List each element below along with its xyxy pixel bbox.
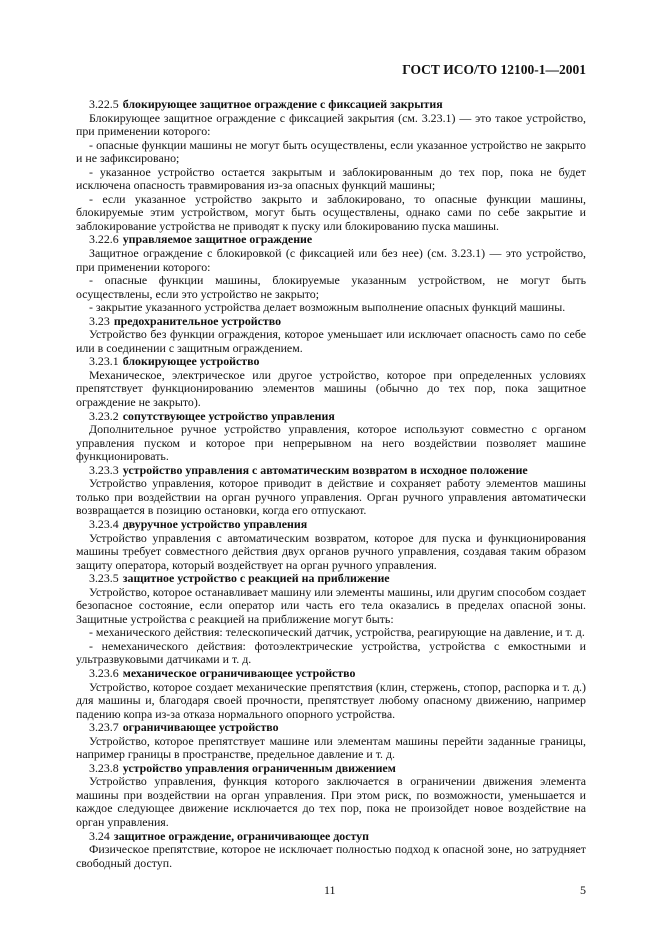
- clause-number: 3.23.4: [89, 516, 119, 531]
- body-paragraph: Устройство управления, которое приводит в действие и сохраняет работу элементов машины только при воздействии на орган ручного управления. Орган ручного управления автоматически возвращается в позицию остановки, когда его отпускают.: [76, 476, 586, 518]
- term-title: блокирующее устройство: [122, 354, 260, 369]
- body-paragraph: Защитное ограждение с блокировкой (с фиксацией или без нее) (см. 3.23.1) — это устройство, при применении которого:: [76, 246, 586, 274]
- page-footer: [76, 882, 586, 898]
- term-title: управляемое защитное ограждение: [122, 232, 313, 247]
- body-paragraph: Устройство, которое препятствует машине или элементам машины перейти заданные границы, например границы в пространстве, предельное давление и т. д.: [76, 733, 586, 762]
- page-number-right: 5: [580, 883, 586, 898]
- body-paragraph: - опасные функции машины не могут быть осуществлены, если указанное устройство не закрыто и не зафиксировано;: [76, 137, 586, 166]
- body-paragraph: - закрытие указанного устройства делает возможным выполнение опасных функций машины.: [89, 300, 566, 315]
- page-number-center: 11: [324, 883, 336, 898]
- body-paragraph: Устройство управления, функция которого заключается в ограничении движения элемента машины при воздействии на орган управления. При этом риск, по возможности, уменьшается и каждое следующее движение исключается до тех пор, пока не произойдет новое воздействие на орган управления.: [76, 774, 586, 829]
- body-paragraph: Механическое, электрическое или другое устройство, которое при определенных условиях препятствует функционированию элементов машины (обычно до тех пор, пока защитное ограждение не закрыто).: [76, 367, 586, 410]
- body-paragraph: Устройство управления с автоматическим возвратом, которое для пуска и функционирования машины требует совместного действия двух органов ручного управления, создавая таким образом защиту оператора, который воздействует на орган ручного управления.: [76, 530, 586, 572]
- clause-number: 3.22.5: [89, 97, 119, 111]
- body-paragraph: Устройство, которое создает механические препятствия (клин, стержень, стопор, распорка и т. д.) для машины и, благодаря своей прочности, препятствует любому опасному движению, например падению копра из-за отказа нормального опорного устройства.: [76, 679, 586, 721]
- clause-number: 3.23.8: [89, 760, 119, 775]
- term-title: устройство управления с автоматическим возвратом в исходное положение: [122, 462, 528, 477]
- body-paragraph: Устройство без функции ограждения, которое уменьшает или исключает опасность само по себе или в соединении с защитным ограждением.: [76, 327, 586, 355]
- term-heading: [76, 762, 586, 776]
- body-paragraph: - если указанное устройство закрыто и заблокировано, то опасные функции машины, блокируемые этим устройством, могут быть осуществлены, однако сами по себе закрытие и заблокирование устройства не приводят к пуску или блокированию пуска машины.: [76, 191, 586, 233]
- clause-number: 3.22.6: [89, 232, 119, 247]
- term-title: защитное ограждение, ограничивающее доступ: [113, 828, 369, 843]
- term-heading: [76, 464, 586, 478]
- clause-number: 3.24: [89, 828, 110, 843]
- term-heading: [76, 518, 586, 532]
- term-title: блокирующее защитное ограждение с фиксацией закрытия: [122, 97, 443, 111]
- term-heading: [76, 721, 586, 735]
- body-paragraph: - опасные функции машины, блокируемые указанным устройством, не могут быть осуществлены, если это устройство не закрыто;: [76, 273, 586, 301]
- term-heading: [76, 98, 586, 112]
- term-title: защитное устройство с реакцией на приближение: [122, 571, 390, 586]
- term-heading: [76, 572, 586, 586]
- body-paragraph: - механического действия: телескопический датчик, устройства, реагирующие на давление, и т. д.: [89, 625, 585, 640]
- body-paragraph: Физическое препятствие, которое не исключает полностью подход к опасной зоне, но затрудняет свободный доступ.: [76, 842, 586, 870]
- body-paragraph: Устройство, которое останавливает машину или элементы машины, или другим способом создает безопасное состояние, если оператор или часть его тела оказались в пределах опасной зоны. Защитные устройства с реакцией на приближение могут быть:: [76, 584, 586, 626]
- term-title: ограничивающее устройство: [122, 720, 279, 735]
- clause-number: 3.23.7: [89, 720, 119, 735]
- body-paragraph: - немеханического действия: фотоэлектрические устройства, устройства с емкостными и ультразвуковыми датчиками и т. д.: [76, 638, 586, 667]
- clause-number: 3.23.2: [89, 408, 119, 423]
- term-heading: [76, 667, 586, 681]
- document-body: [76, 98, 586, 870]
- clause-number: 3.23.3: [89, 462, 119, 477]
- clause-number: 3.23: [89, 313, 110, 328]
- term-title: двуручное устройство управления: [122, 516, 308, 531]
- term-heading: [76, 830, 586, 844]
- term-heading: [76, 315, 586, 329]
- term-heading: [76, 355, 586, 369]
- term-title: предохранительное устройство: [113, 313, 282, 328]
- term-title: сопутствующее устройство управления: [122, 408, 335, 423]
- term-heading: [76, 233, 586, 247]
- body-paragraph: - указанное устройство остается закрытым и заблокированным до тех пор, пока не будет исключена опасность травмирования из-за опасных функций машины;: [76, 164, 586, 193]
- document-code-header: ГОСТ ИСО/ТО 12100-1—2001: [402, 62, 586, 77]
- clause-number: 3.23.6: [89, 665, 119, 680]
- term-title: механическое ограничивающее устройство: [122, 665, 356, 680]
- body-paragraph: Дополнительное ручное устройство управления, которое используют совместно с органом управления пуском и которое при непрерывном на него воздействии позволяет машине функционировать.: [76, 422, 586, 464]
- clause-number: 3.23.1: [89, 354, 119, 369]
- term-heading: [76, 410, 586, 424]
- term-title: устройство управления ограниченным движением: [122, 760, 396, 775]
- body-paragraph: Блокирующее защитное ограждение с фиксацией закрытия (см. 3.23.1) — это такое устройство, при применении которого:: [76, 110, 586, 139]
- clause-number: 3.23.5: [89, 571, 119, 586]
